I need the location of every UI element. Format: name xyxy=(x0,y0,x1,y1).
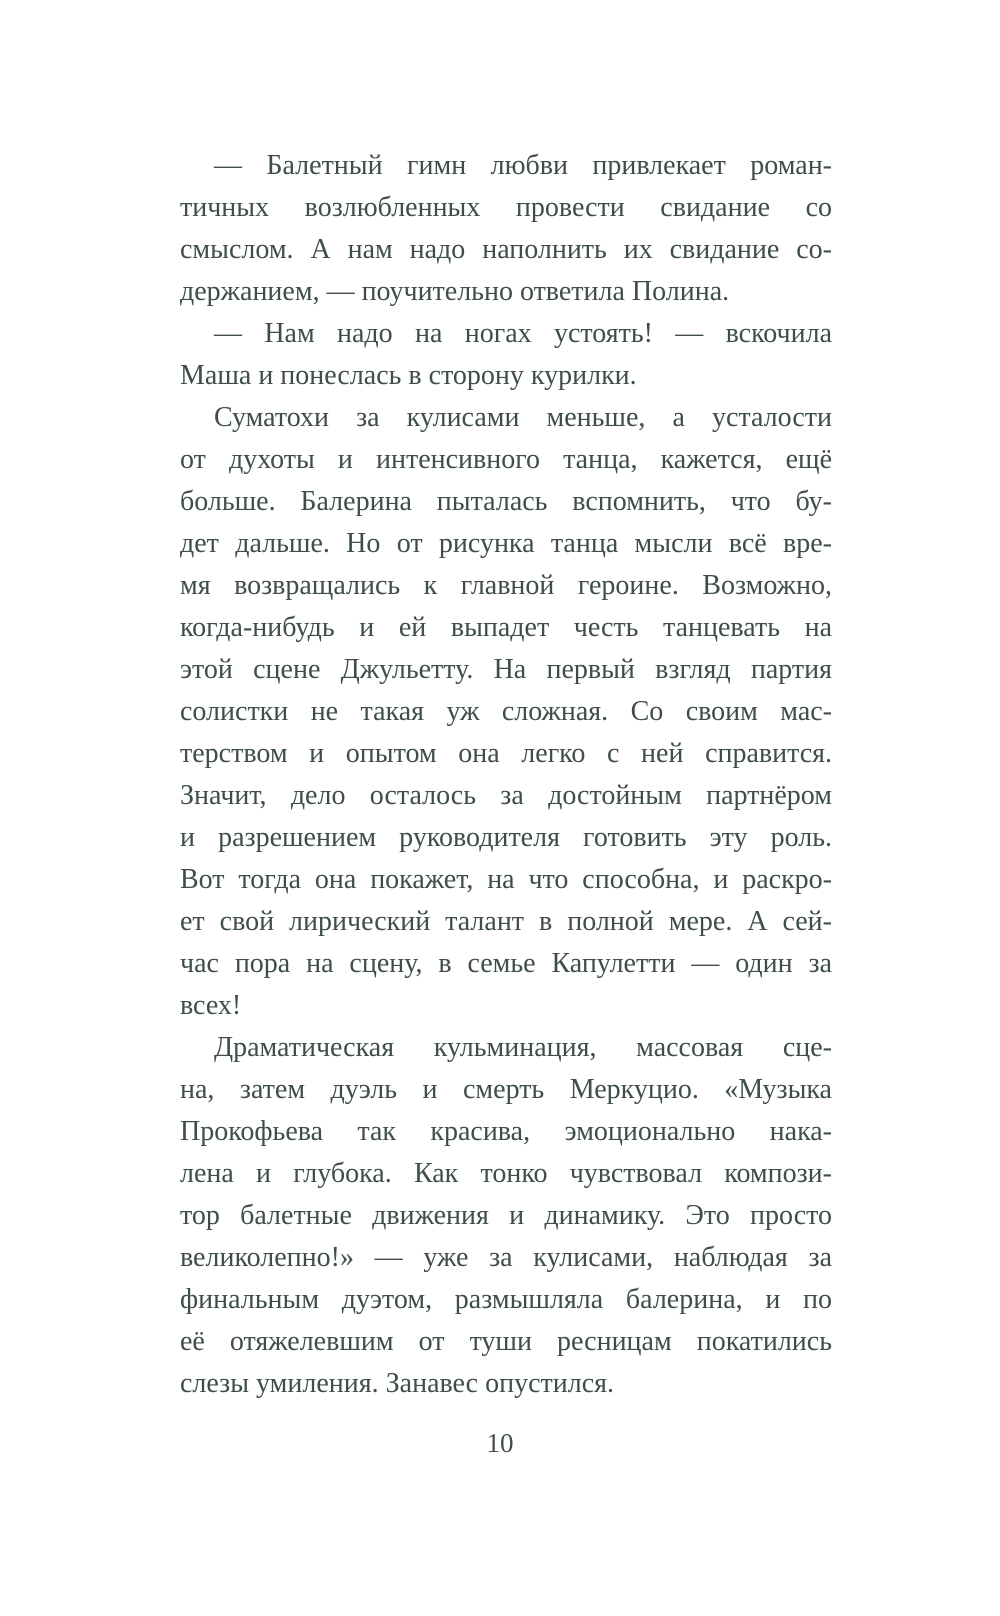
text-line: всех! xyxy=(180,990,242,1021)
paragraph xyxy=(180,145,832,313)
text-line: Маша и понеслась в сторону курилки. xyxy=(180,360,637,391)
text-line: больше. Балерина пыталась вспомнить, что бу- xyxy=(180,486,832,517)
text-line: Прокофьева так красива, эмоционально нака- xyxy=(180,1116,832,1147)
text-line: когда-нибудь и ей выпадет честь танцевать на xyxy=(180,612,832,643)
text-line: мя возвращались к главной героине. Возможно, xyxy=(180,570,832,601)
text-line: на, затем дуэль и смерть Меркуцио. «Музыка xyxy=(180,1074,832,1105)
text-line: Суматохи за кулисами меньше, а усталости xyxy=(214,402,832,433)
text-line: Вот тогда она покажет, на что способна, и раскро- xyxy=(180,864,832,895)
text-line: от духоты и интенсивного танца, кажется, ещё xyxy=(180,444,832,475)
text-line: Значит, дело осталось за достойным партнёром xyxy=(180,780,832,811)
text-line: и разрешением руководителя готовить эту роль. xyxy=(180,822,832,853)
text-line: этой сцене Джульетту. На первый взгляд партия xyxy=(180,654,832,685)
text-line: её отяжелевшим от туши ресницам покатились xyxy=(180,1326,832,1357)
text-line: великолепно!» — уже за кулисами, наблюдая за xyxy=(180,1242,832,1273)
text-line: солистки не такая уж сложная. Со своим мас- xyxy=(180,696,832,727)
paragraph xyxy=(180,313,832,397)
text-block xyxy=(180,145,832,1405)
text-line: Драматическая кульминация, массовая сце- xyxy=(214,1032,832,1063)
text-line: — Балетный гимн любви привлекает роман- xyxy=(214,150,832,181)
text-line: держанием, — поучительно ответила Полина. xyxy=(180,276,730,307)
text-line: смыслом. А нам надо наполнить их свидание со- xyxy=(180,234,832,265)
text-line: ет свой лирический талант в полной мере. А сей- xyxy=(180,906,832,937)
page-number: 10 xyxy=(486,1428,514,1458)
text-line: тичных возлюбленных провести свидание со xyxy=(180,192,832,223)
paragraph xyxy=(180,1027,832,1405)
text-line: дет дальше. Но от рисунка танца мысли всё вре- xyxy=(180,528,832,559)
text-line: терством и опытом она легко с ней справится. xyxy=(180,738,832,769)
text-line: финальным дуэтом, размышляла балерина, и по xyxy=(180,1284,832,1315)
text-line: час пора на сцену, в семье Капулетти — один за xyxy=(180,948,832,979)
paragraph xyxy=(180,397,832,1027)
text-line: лена и глубока. Как тонко чувствовал компози- xyxy=(180,1158,832,1189)
text-line: — Нам надо на ногах устоять! — вскочила xyxy=(214,318,832,349)
text-line: тор балетные движения и динамику. Это просто xyxy=(180,1200,832,1231)
text-line: слезы умиления. Занавес опустился. xyxy=(180,1368,615,1399)
